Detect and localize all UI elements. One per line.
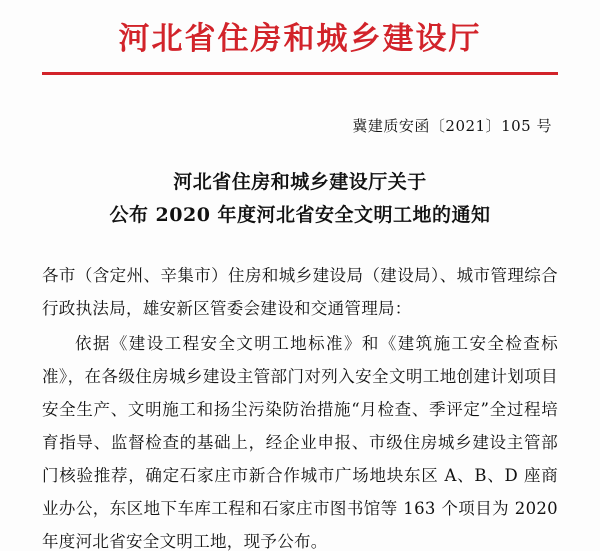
- recipients-paragraph: 各市（含定州、辛集市）住房和城乡建设局（建设局）、城市管理综合行政执法局，雄安新区管委会建设和交通管理局：: [42, 265, 558, 318]
- page-title: [42, 166, 558, 233]
- body-paragraph: 依据《建设工程安全文明工地标准》和《建筑施工安全检查标准》，在各级住房城乡建设主管部门对列入安全文明工地创建计划项目安全生产、文明施工和扬尘污染防治措施“月检查、季评定”全过程培育指导、监督检查的基础上，经企业申报、市级住房城乡建设主管部门核验推荐，确定石家庄市新合作城市广场地块东区 A、B、D 座商业办公，东区地下车库工程和石家庄市图书馆等 163 个项目为 2020 年度河北省安全文明工地，现予公布。: [42, 333, 558, 551]
- page-title-line-2: 公布 2020 年度河北省安全文明工地的通知: [109, 204, 491, 227]
- masthead-divider: [42, 72, 558, 75]
- document-number: 冀建质安函〔2021〕105 号: [352, 117, 552, 136]
- masthead: [42, 0, 558, 81]
- page-title-line-1: 河北省住房和城乡建设厅关于: [173, 171, 427, 194]
- masthead-title: 河北省住房和城乡建设厅: [118, 21, 482, 57]
- document-body: [42, 259, 558, 558]
